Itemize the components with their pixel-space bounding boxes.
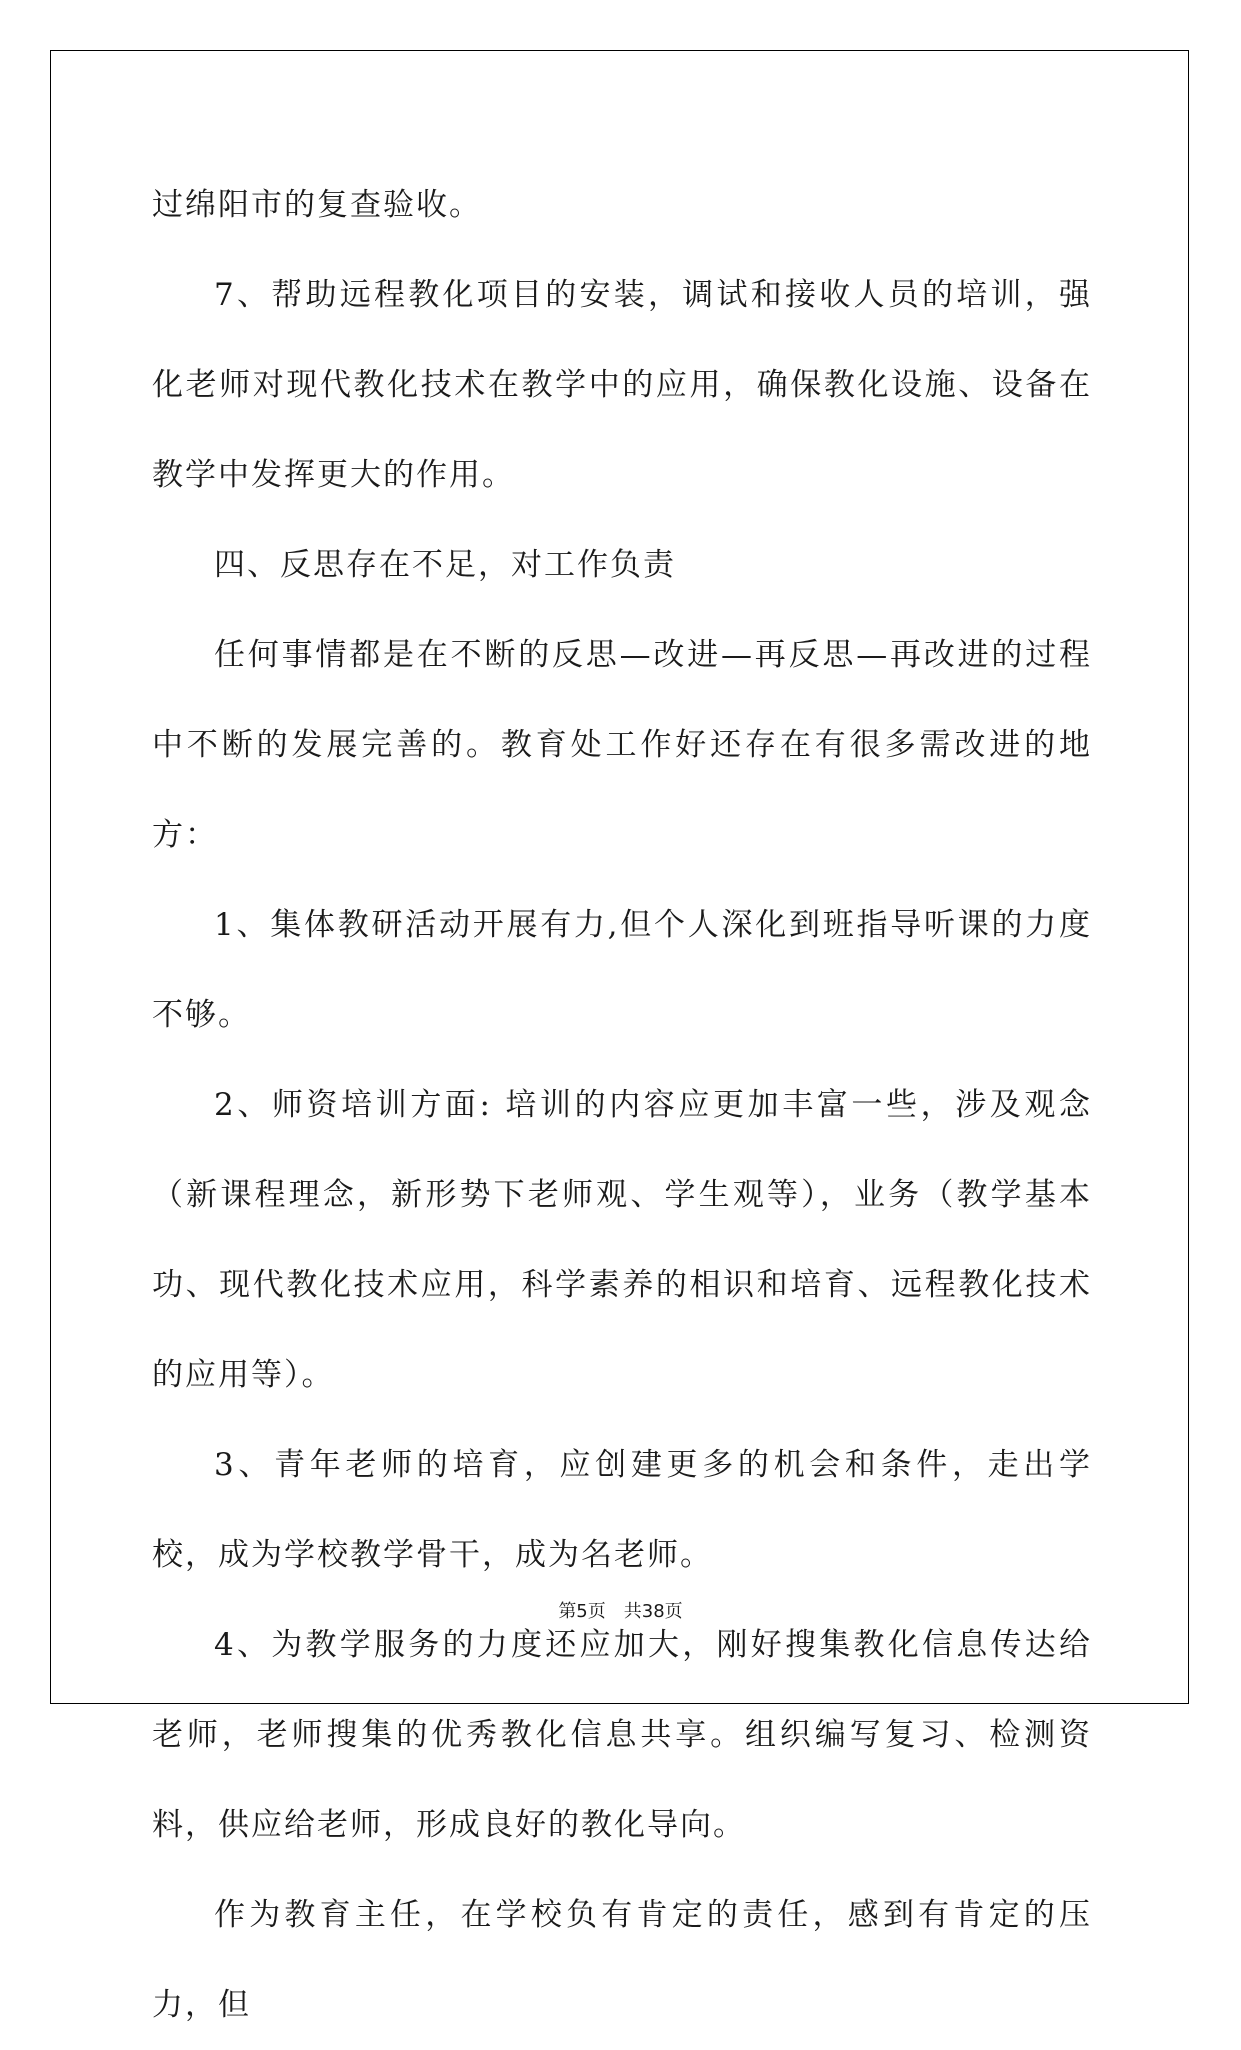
paragraph-3-heading: 四、反思存在不足，对工作负责: [214, 547, 676, 583]
paragraph-4: 任何事情都是在不断的反思—改进—再反思—再改进的过程中不断的发展完善的。教育处工作好还存在有很多需改进的地方：: [152, 637, 1092, 853]
document-body: [152, 160, 1092, 2050]
paragraph-2: 7、帮助远程教化项目的安装，调试和接收人员的培训，强化老师对现代教化技术在教学中的应用，确保教化设施、设备在教学中发挥更大的作用。: [152, 277, 1092, 493]
page-number-current: 第5页: [558, 1601, 606, 1622]
page-number-total: 共38页: [623, 1601, 683, 1622]
page-footer: [0, 1600, 1241, 1624]
paragraph-1: 过绵阳市的复查验收。: [152, 187, 482, 223]
paragraph-7: 3、青年老师的培育，应创建更多的机会和条件，走出学校，成为学校教学骨干，成为名老师。: [152, 1447, 1092, 1573]
paragraph-6: 2、师资培训方面: 培训的内容应更加丰富一些，涉及观念（新课程理念，新形势下老师观、学生观等），业务（教学基本功、现代教化技术应用，科学素养的相识和培育、远程教化技术的应用等）。: [152, 1087, 1092, 1393]
paragraph-5: 1、集体教研活动开展有力,但个人深化到班指导听课的力度不够。: [152, 907, 1092, 1033]
paragraph-9: 作为教育主任，在学校负有肯定的责任，感到有肯定的压力，但: [152, 1897, 1092, 2023]
paragraph-8: 4、为教学服务的力度还应加大，刚好搜集教化信息传达给老师，老师搜集的优秀教化信息共享。组织编写复习、检测资料，供应给老师，形成良好的教化导向。: [152, 1627, 1092, 1843]
